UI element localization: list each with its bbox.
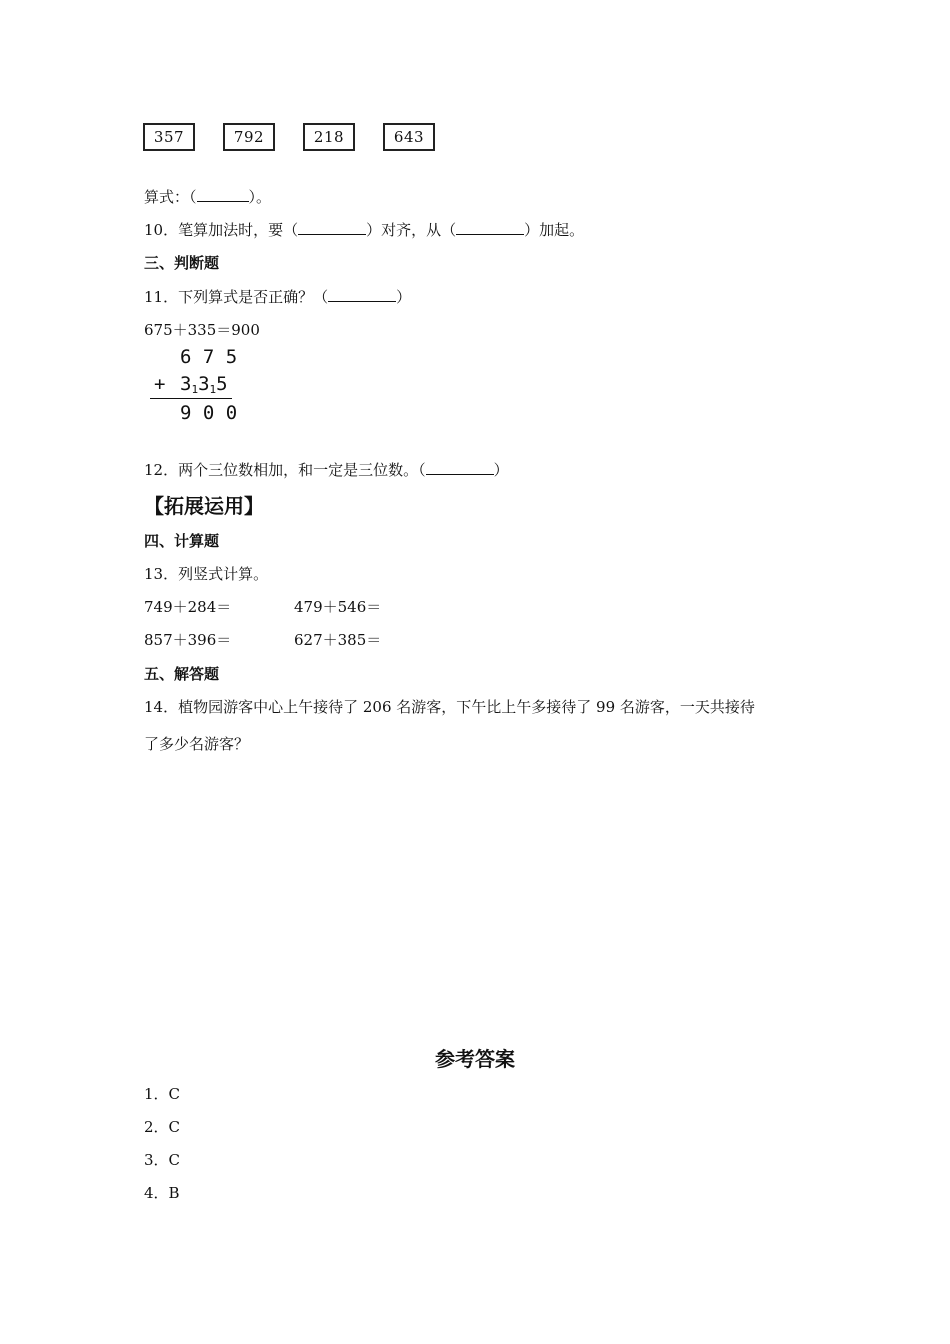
q11-end: ） [396,288,412,306]
digit: 3 [180,373,192,395]
answer-blank[interactable] [426,462,494,475]
section-heading-answer: 五、解答题 [144,665,220,683]
q9-formula-end: ）。 [248,188,272,206]
question-14-line-2: 了多少名游客？ [144,735,250,753]
q9-formula-line [144,186,271,207]
q11-equation: 675＋335＝900 [144,321,260,339]
number-box: 218 [304,124,354,150]
answer-item: 1．C [144,1085,181,1103]
vertical-operator: + [154,373,166,395]
q11-text: 11．下列算式是否正确？（ [144,288,329,306]
answer-blank[interactable] [298,222,366,235]
answer-item: 3．C [144,1151,181,1169]
answer-blank[interactable] [456,222,524,235]
vertical-result: 9 0 0 [180,402,238,424]
number-box: 643 [384,124,434,150]
number-box: 357 [144,124,194,150]
q10-text-3: ）加起。 [524,221,585,239]
q10-text-1: 10．笔算加法时，要（ [144,221,299,239]
calc-item: 627＋385＝ [294,631,382,649]
carry-digit: 1 [191,383,199,396]
q12-text: 12．两个三位数相加，和一定是三位数。（ [144,461,426,479]
q9-formula-label: 算式：（ [144,188,197,206]
section-heading-judgement: 三、判断题 [144,254,220,272]
answer-item: 2．C [144,1118,181,1136]
carry-digit: 1 [209,383,217,396]
question-10 [144,219,584,240]
vertical-sum-line [150,398,232,399]
digit: 3 [198,373,210,395]
answer-blank[interactable] [197,189,249,202]
q12-end: ） [493,461,509,479]
vertical-calculation [148,346,238,426]
q10-text-2: ）对齐，从（ [366,221,457,239]
calc-item: 857＋396＝ [144,631,232,649]
question-12 [144,459,509,480]
question-14-line-1: 14．植物园游客中心上午接待了 206 名游客，下午比上午多接待了 99 名游客，一天共接待 [144,698,755,716]
question-13: 13．列竖式计算。 [144,565,269,583]
calc-item: 479＋546＝ [294,598,382,616]
section-heading-calculation: 四、计算题 [144,532,220,550]
expand-heading: 【拓展运用】 [144,494,264,518]
calc-item: 749＋284＝ [144,598,232,616]
answer-blank[interactable] [328,289,396,302]
answer-key-title: 参考答案 [435,1047,515,1071]
answer-item: 4．B [144,1184,180,1202]
digit: 5 [216,373,228,395]
vertical-second-number [180,373,228,396]
vertical-top-number: 6 7 5 [180,346,238,368]
question-11 [144,286,411,307]
number-box: 792 [224,124,274,150]
